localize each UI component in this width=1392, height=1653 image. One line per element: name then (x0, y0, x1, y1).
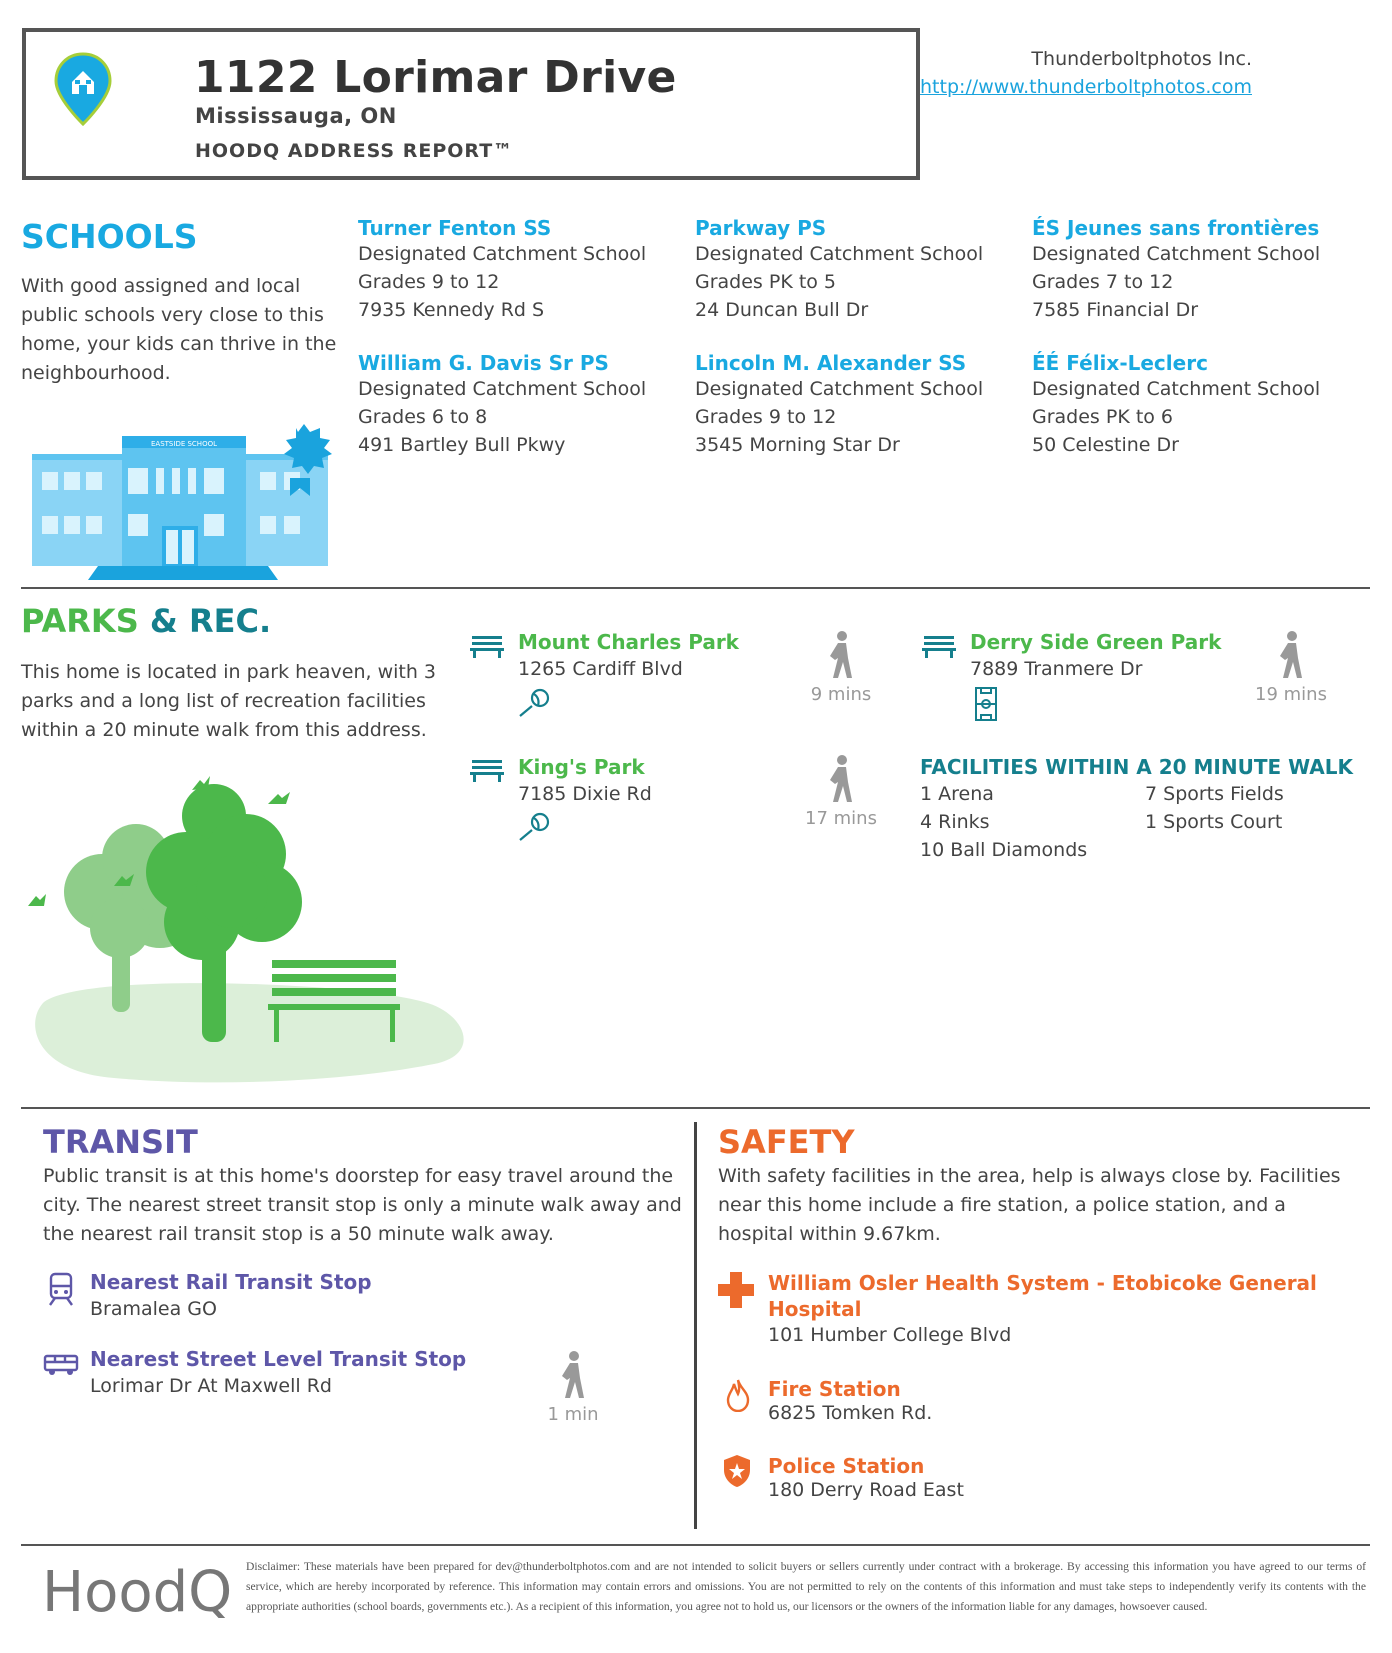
section-divider (21, 587, 1370, 589)
parks-heading (21, 602, 271, 640)
section-divider (21, 1107, 1370, 1109)
walking-person-icon (826, 754, 856, 804)
transit-heading: TRANSIT (43, 1123, 198, 1161)
baseball-icon (518, 812, 552, 842)
police-station-address: 180 Derry Road East (768, 1479, 964, 1501)
facility-item: 4 Rinks (920, 811, 990, 833)
parks-intro: This home is located in park heaven, with 3 parks and a long list of recreation facilities within a 20 minute walk from this address. (21, 661, 437, 741)
rail-stop-name[interactable]: Bramalea GO (90, 1298, 217, 1320)
school-grades: Grades 9 to 12 (358, 271, 500, 293)
company-link[interactable]: http://www.thunderboltphotos.com (920, 76, 1252, 98)
facility-item: 10 Ball Diamonds (920, 839, 1088, 861)
police-badge-icon (722, 1454, 752, 1488)
school-type: Designated Catchment School (1032, 378, 1321, 400)
transit-intro: Public transit is at this home's doorstep for easy travel around the city. The nearest street transit stop is only a minute walk away and the nearest rail transit stop is a 50 minute walk away. (43, 1165, 682, 1245)
school-name[interactable]: Turner Fenton SS (358, 216, 552, 240)
rail-stop-label: Nearest Rail Transit Stop (90, 1270, 372, 1294)
address-title: 1122 Lorimar Drive (194, 52, 677, 103)
park-name[interactable]: King's Park (518, 755, 645, 779)
school-type: Designated Catchment School (1032, 243, 1321, 265)
walking-person-icon (1276, 630, 1306, 680)
school-address: 7935 Kennedy Rd S (358, 299, 545, 321)
hospital-name-line-1: William Osler Health System - Etobicoke General (768, 1271, 1317, 1295)
disclaimer-text: Disclaimer: These materials have been prepared for dev@thunderboltphotos.com and are not intended to solicit buyers or sellers currently under contract with a brokerage. By accessing this information you have agreed to our terms of service, which are hereby incorporated by reference. This information may contain errors and omissions. You are not permitted to rely on the contents of this information and must take steps to independently verify its contents with the appropriate authorities (school boards, governments etc.). As a recipient of this information, you agree not to hold us, our licensors or the owners of the information liable for any damages, howsoever caused. (246, 1560, 1366, 1613)
facility-item: 1 Sports Court (1145, 811, 1283, 833)
park-address: 1265 Cardiff Blvd (518, 658, 683, 680)
sports-field-icon (974, 686, 998, 722)
walk-time: 19 mins (1255, 684, 1327, 705)
park-name[interactable]: Mount Charles Park (518, 630, 739, 654)
parks-heading-b: & REC. (149, 602, 272, 640)
column-divider (694, 1122, 697, 1529)
fire-station-label[interactable]: Fire Station (768, 1377, 901, 1401)
hospital-name[interactable] (768, 1270, 1317, 1322)
fire-icon (726, 1378, 750, 1412)
facilities-title: FACILITIES WITHIN A 20 MINUTE WALK (920, 755, 1353, 779)
bench-icon (922, 634, 956, 658)
parks-heading-a: PARKS (21, 602, 139, 640)
school-type: Designated Catchment School (695, 378, 984, 400)
school-grades: Grades 7 to 12 (1032, 271, 1174, 293)
walk-time: 9 mins (810, 684, 872, 705)
home-pin-icon (52, 52, 114, 126)
park-address: 7185 Dixie Rd (518, 783, 652, 805)
facility-item: 1 Arena (920, 783, 994, 805)
school-card (1032, 216, 1362, 324)
police-station-label[interactable]: Police Station (768, 1454, 925, 1478)
baseball-icon (518, 688, 552, 718)
safety-heading: SAFETY (718, 1123, 855, 1161)
school-card (358, 216, 688, 324)
schools-heading: SCHOOLS (21, 217, 198, 256)
walk-time: 17 mins (805, 808, 877, 829)
walking-person-icon (558, 1350, 588, 1400)
park-illustration (24, 772, 470, 1090)
school-name[interactable]: Lincoln M. Alexander SS (695, 351, 967, 375)
hospital-cross-icon (718, 1272, 754, 1308)
school-grades: Grades 6 to 8 (358, 406, 488, 428)
school-address: 50 Celestine Dr (1032, 434, 1179, 456)
school-grades: Grades PK to 5 (695, 271, 837, 293)
school-name[interactable]: Parkway PS (695, 216, 827, 240)
school-name[interactable]: ÉS Jeunes sans frontières (1032, 216, 1320, 240)
school-name[interactable]: William G. Davis Sr PS (358, 351, 609, 375)
schools-intro: With good assigned and local public schools very close to this home, your kids can thrive in the neighbourhood. (21, 275, 337, 384)
facility-item: 7 Sports Fields (1145, 783, 1284, 805)
school-grades: Grades 9 to 12 (695, 406, 837, 428)
train-icon (48, 1272, 74, 1306)
park-name[interactable]: Derry Side Green Park (970, 630, 1222, 654)
school-type: Designated Catchment School (695, 243, 984, 265)
address-city: Mississauga, ON (195, 104, 397, 128)
fire-station-address: 6825 Tomken Rd. (768, 1402, 933, 1424)
school-card (358, 351, 688, 459)
school-address: 7585 Financial Dr (1032, 299, 1199, 321)
school-building-illustration (28, 424, 348, 580)
school-card (695, 351, 1025, 459)
street-stop-label: Nearest Street Level Transit Stop (90, 1347, 467, 1371)
school-card (695, 216, 1025, 324)
school-address: 491 Bartley Bull Pkwy (358, 434, 566, 456)
school-address: 3545 Morning Star Dr (695, 434, 900, 456)
school-address: 24 Duncan Bull Dr (695, 299, 869, 321)
hoodq-logo: HoodQ (42, 1560, 233, 1625)
hospital-name-line-2: Hospital (768, 1297, 862, 1321)
walking-person-icon (826, 630, 856, 680)
school-grades: Grades PK to 6 (1032, 406, 1174, 428)
walk-time: 1 min (547, 1404, 599, 1425)
report-title: HOODQ ADDRESS REPORT™ (195, 140, 514, 162)
hospital-address: 101 Humber College Blvd (768, 1324, 1012, 1346)
school-sign-text: EASTSIDE SCHOOL (151, 440, 217, 448)
school-type: Designated Catchment School (358, 378, 647, 400)
company-name: Thunderboltphotos Inc. (1031, 48, 1252, 70)
park-address: 7889 Tranmere Dr (970, 658, 1143, 680)
bus-icon (43, 1354, 79, 1376)
footer-divider (21, 1544, 1370, 1546)
bench-icon (470, 634, 504, 658)
bench-icon (470, 758, 504, 782)
school-name[interactable]: ÉÉ Félix-Leclerc (1032, 351, 1208, 375)
school-card (1032, 351, 1362, 459)
safety-intro: With safety facilities in the area, help is always close by. Facilities near this home include a fire station, a police station, and a hospital within 9.67km. (718, 1165, 1341, 1245)
street-stop-name[interactable]: Lorimar Dr At Maxwell Rd (90, 1375, 332, 1397)
school-type: Designated Catchment School (358, 243, 647, 265)
